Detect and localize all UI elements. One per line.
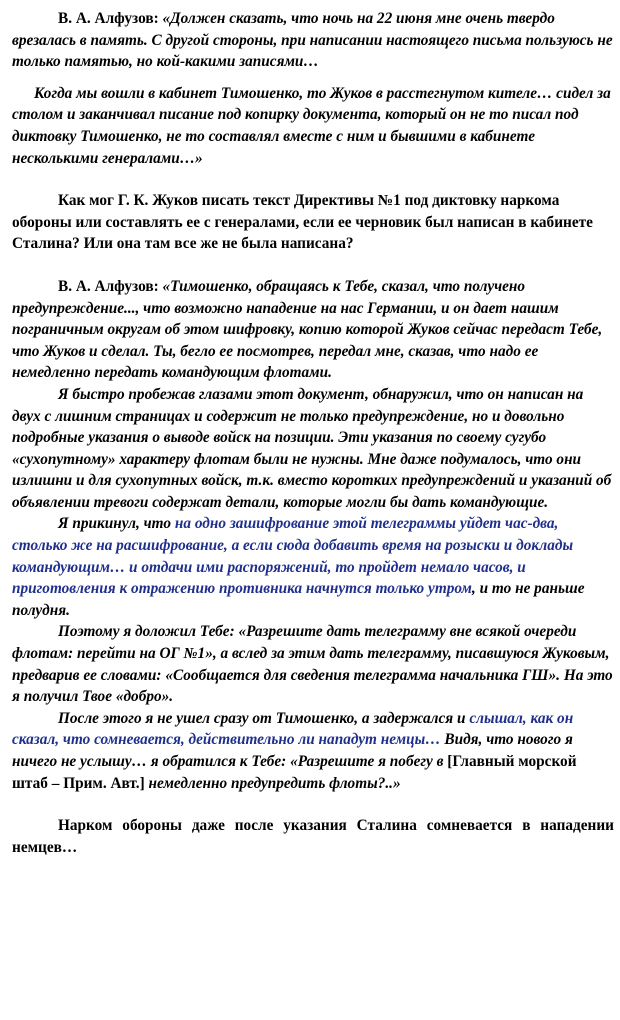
plain-text: Я прикинул, что [58,515,175,533]
paragraph-alfuzov-intro [12,8,614,73]
spacer [12,255,614,276]
paragraph-time-estimate [12,513,614,621]
spacer [12,794,614,815]
paragraph-zhukov-cabinet: Когда мы вошли в кабинет Тимошенко, то Жуков в расстегнутом кителе… сидел за столом и заканчивал писание под копирку документа, который он не то писал под диктовку Тимошенко, не то составлял вместе с ним и бывшими в кабинете несколькими генералами…» [12,84,611,167]
plain-text: После этого я не ушел сразу от Тимошенко, а задержался и [58,709,470,727]
quote-text: «Должен сказать, что ночь на 22 июня мне очень твердо врезалась в память. С другой стороны, при написании настоящего письма пользуюсь не только памятью, но кой-какими записями… [12,10,613,71]
speaker-name: В. А. Алфузов: [58,277,163,295]
spacer [12,73,614,83]
spacer [12,169,614,190]
plain-text: , и то не раньше полудня. [12,580,585,619]
highlighted-text: на одно зашифрование этой телеграммы уйдет час-два, столько же на расшифрование, а если сюда добавить время на розыски и доклады командующим… и отдачи ими распоряжений, то пройдет немало часов, и приготовления к отражению противника начнутся только утром [12,515,574,598]
speaker-name: В. А. Алфузов: [58,10,163,27]
highlighted-text: слышал, как он сказал, что сомневается, действительно ли нападут немцы… [12,709,574,749]
paragraph-timoshenko-warning [12,276,614,384]
plain-text: немедленно предупредить флоты?..» [144,774,401,792]
author-note: [Главный морской штаб – Прим. Авт.] [12,753,577,792]
paragraph-document-review: Я быстро пробежав глазами этот документ, обнаружил, что он написан на двух с лишним страницах и содержит не только предупреждение, но и довольно подробные указания о выводе войск на позиции. Эти указания по своему сугубо «сухопутному» характеру флотам были не нужны. Мне даже подумалось, что они излишни и для сухопутных войск, т.к. вместо коротких предупреждений и указаний об объявлении тревоги содержат детали, которые могли бы дать командующие. [12,385,612,511]
quote-text: «Тимошенко, обращаясь к Тебе, сказал, что получено предупреждение..., что возможно нападение на нас Германии, и он дает нашим пограничным округам об этом шифровку, копию которой Жуков сейчас передаст Тебе, что Жуков и сделал. Ты, бегло ее посмотрев, передал мне, сказав, что надо ее немедленно передать командующим флотами. [12,277,603,382]
paragraph-doubts [12,708,614,794]
paragraph-conclusion: Нарком обороны даже после указания Сталина сомневается в нападении немцев… [12,817,614,856]
paragraph-telegram-request: Поэтому я доложил Тебе: «Разрешите дать телеграмму вне всякой очереди флотам: перейти на ОГ №1», а вслед за этим дать телеграмму, писавшуюся Жуковым, предварив ее словами: «Сообщается для сведения телеграмма начальника ГШ». На это я получил Твое «добро». [12,623,613,706]
plain-text: Видя, что нового я ничего не услышу… я обратился к Тебе: «Разрешите я побегу в [12,731,573,770]
paragraph-author-question: Как мог Г. К. Жуков писать текст Директивы №1 под диктовку наркома обороны или составлять ее с генералами, если ее черновик был написан в кабинете Сталина? Или она там все же не была написана? [12,192,593,253]
